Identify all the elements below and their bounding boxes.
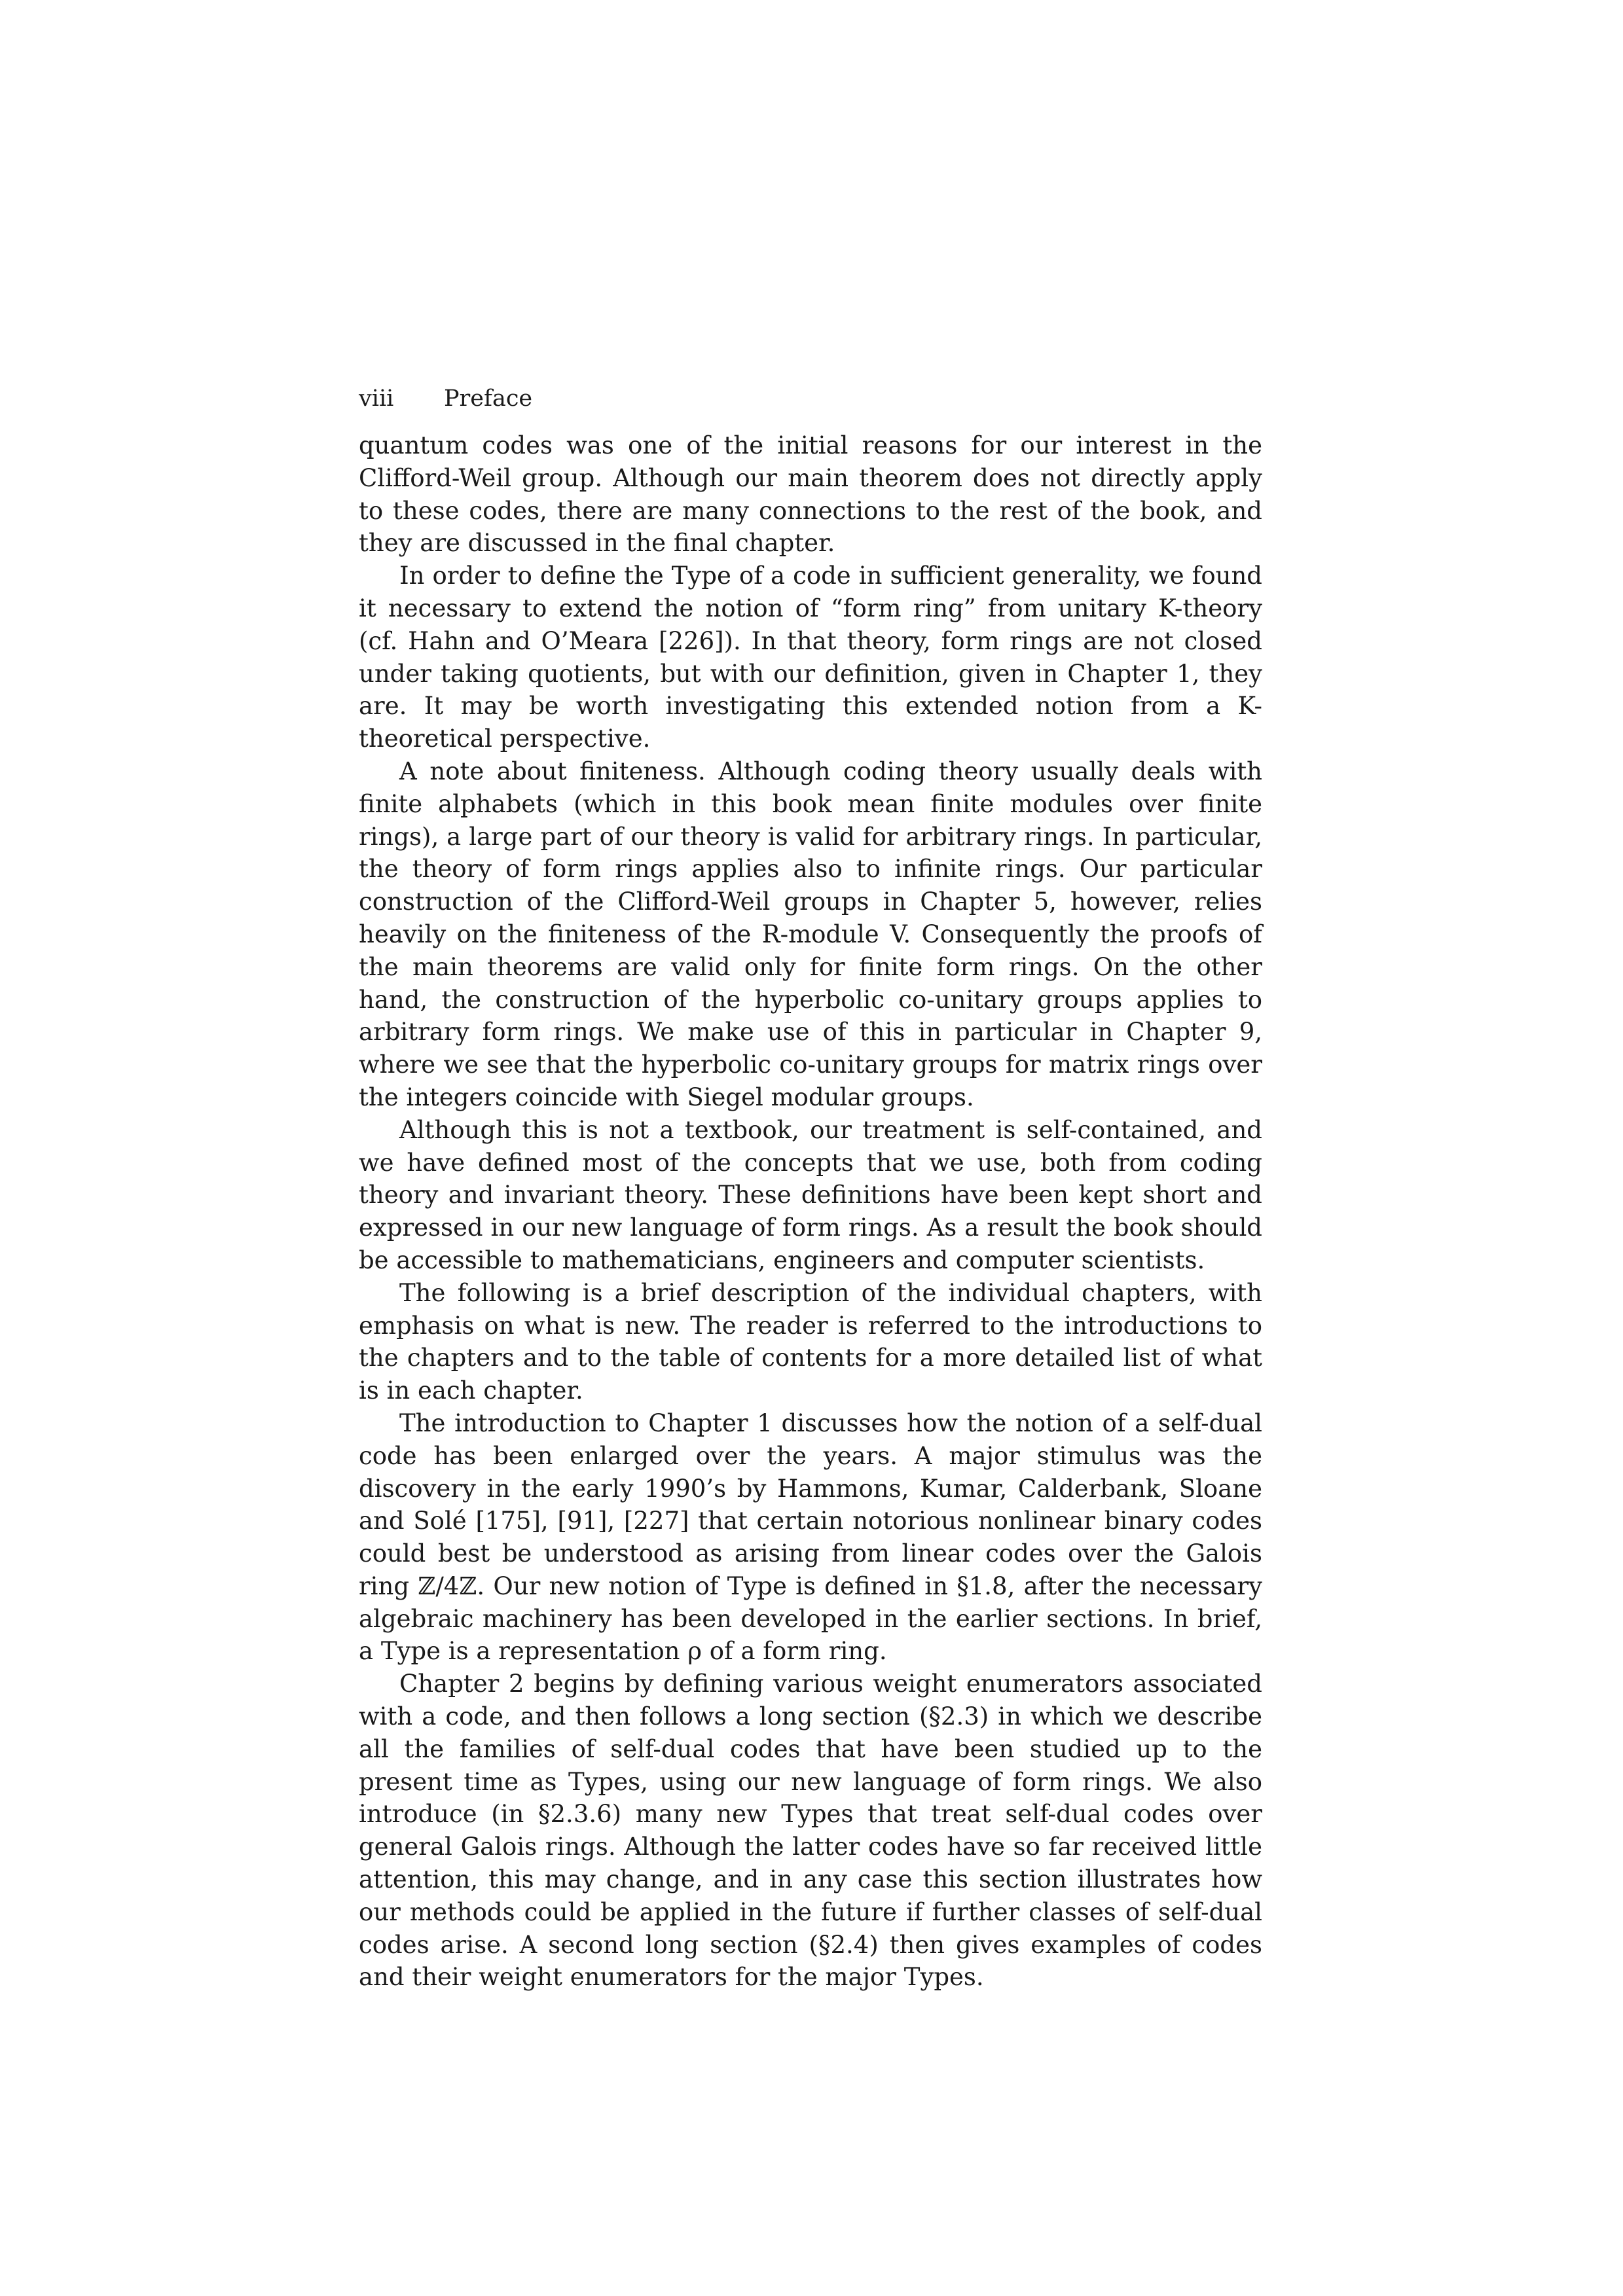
running-head [359, 384, 532, 414]
paragraph: Although this is not a textbook, our treatment is self-contained, and we have defined most of the concepts that we use, both from coding theory and invariant theory. These definitions have been kept short and expressed in our new language of form rings. As a result the book should be accessible to mathematicians, engineers and computer scientists. [359, 1115, 1262, 1274]
paragraph: The introduction to Chapter 1 discusses how the notion of a self-dual code has been enlarged over the years. A major stimulus was the discovery in the early 1990’s by Hammons, Kumar, Calderbank, Sloane and Solé [175], [91], [227] that certain notorious nonlinear binary codes could best be understood as arising from linear codes over the Galois ring ℤ/4ℤ. Our new notion of Type is defined in §1.8, after the necessary algebraic machinery has been developed in the earlier sections. In brief, a Type is a representation ρ of a form ring. [359, 1408, 1262, 1666]
running-title: Preface [444, 386, 533, 412]
page-number: viii [359, 386, 394, 412]
paragraph: Chapter 2 begins by defining various weight enumerators associated with a code, and then follows a long section (§2.3) in which we describe all the families of self-dual codes that have been studied up to the present time as Types, using our new language of form rings. We also introduce (in §2.3.6) many new Types that treat self-dual codes over general Galois rings. Although the latter codes have so far received little attention, this may change, and in any case this section illustrates how our methods could be applied in the future if further classes of self-dual codes arise. A second long section (§2.4) then gives examples of codes and their weight enumerators for the major Types. [359, 1670, 1262, 1992]
paragraph: The following is a brief description of the individual chapters, with emphasis on what is new. The reader is referred to the introductions to the chapters and to the table of contents for a more detailed list of what is in each chapter. [359, 1278, 1262, 1405]
paragraph: In order to define the Type of a code in sufficient generality, we found it necessary to extend the notion of “form ring” from unitary K-theory (cf. Hahn and O’Meara [226]). In that theory, form rings are not closed under taking quotients, but with our definition, given in Chapter 1, they are. It may be worth investigating this extended notion from a K-theoretical perspective. [359, 562, 1262, 753]
paragraph: A note about finiteness. Although coding theory usually deals with finite alphabets (which in this book mean finite modules over finite rings), a large part of our theory is valid for arbitrary rings. In particular, the theory of form rings applies also to infinite rings. Our particular construction of the Clifford-Weil groups in Chapter 5, however, relies heavily on the finiteness of the R-module V. Consequently the proofs of the main theorems are valid only for finite form rings. On the other hand, the construction of the hyperbolic co-unitary groups applies to arbitrary form rings. We make use of this in particular in Chapter 9, where we see that the hyperbolic co-unitary groups for matrix rings over the integers coincide with Siegel modular groups. [359, 757, 1262, 1111]
body-text [359, 429, 1262, 1994]
paragraph: quantum codes was one of the initial reasons for our interest in the Clifford-Weil group. Although our main theorem does not directly apply to these codes, there are many connections to the rest of the book, and they are discussed in the final chapter. [359, 431, 1262, 558]
